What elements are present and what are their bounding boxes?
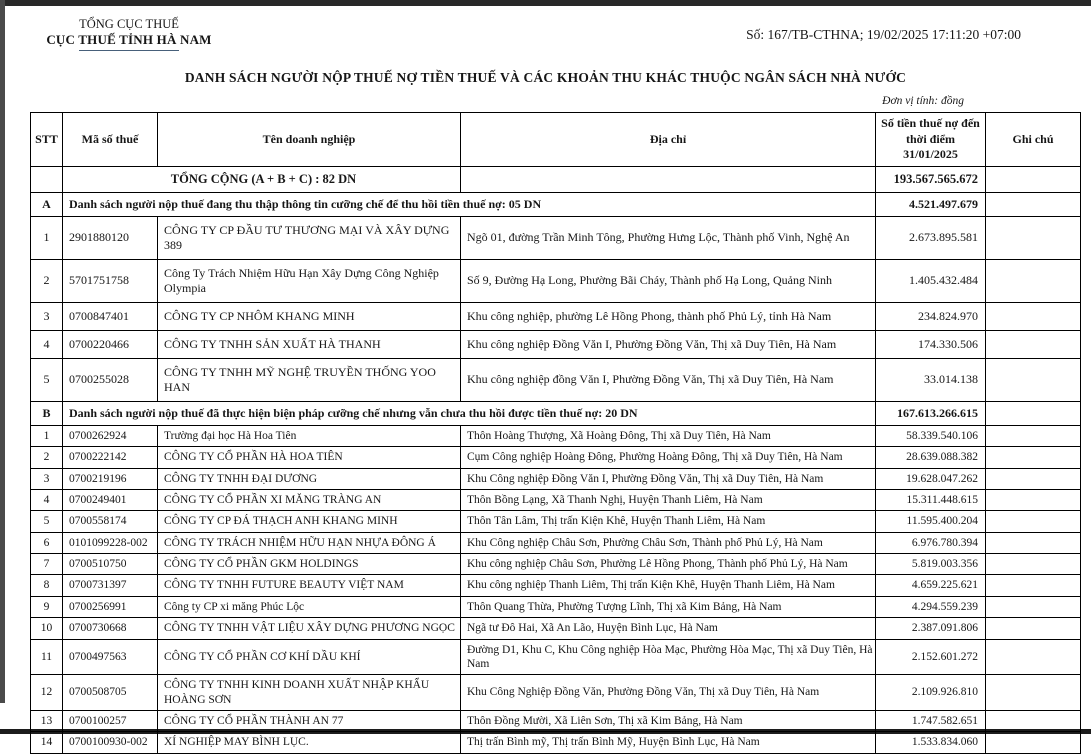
row-address: Khu công nghiệp Đồng Văn I, Phường Đồng Văn, Thị xã Duy Tiên, Hà Nam — [461, 330, 876, 358]
row-company-name: Công Ty Trách Nhiệm Hữu Hạn Xây Dựng Công Nghiệp Olympia — [158, 259, 461, 302]
row-amount: 5.819.003.356 — [876, 554, 986, 575]
row-note — [986, 358, 1081, 401]
table-row — [31, 596, 1081, 617]
row-tax-code: 0700262924 — [63, 425, 158, 446]
row-tax-code: 0700220466 — [63, 330, 158, 358]
row-company-name: CÔNG TY TNHH KINH DOANH XUẤT NHẬP KHẨU HOÀNG SƠN — [158, 675, 461, 711]
row-stt: 3 — [31, 468, 63, 489]
row-stt: 4 — [31, 330, 63, 358]
row-tax-code: 0700508705 — [63, 675, 158, 711]
tax-debt-table — [30, 112, 1081, 754]
issuing-agency-block — [34, 16, 224, 51]
row-amount: 58.339.540.106 — [876, 425, 986, 446]
table-row — [31, 489, 1081, 510]
table-header — [31, 113, 1081, 167]
row-note — [986, 489, 1081, 510]
row-stt: 5 — [31, 358, 63, 401]
table-row — [31, 532, 1081, 553]
row-stt: 3 — [31, 302, 63, 330]
row-stt: 2 — [31, 447, 63, 468]
row-tax-code: 5701751758 — [63, 259, 158, 302]
header-debt-amount: Số tiền thuế nợ đến thời điểm 31/01/2025 — [876, 113, 986, 167]
row-address: Khu công nghiệp, phường Lê Hồng Phong, thành phố Phủ Lý, tỉnh Hà Nam — [461, 302, 876, 330]
row-stt: 12 — [31, 675, 63, 711]
row-amount: 1.405.432.484 — [876, 259, 986, 302]
row-note — [986, 511, 1081, 532]
section-note-cell — [986, 401, 1081, 425]
table-row — [31, 468, 1081, 489]
row-tax-code: 0700847401 — [63, 302, 158, 330]
table-row — [31, 259, 1081, 302]
table-row — [31, 358, 1081, 401]
row-company-name: CÔNG TY TNHH SẢN XUẤT HÀ THANH — [158, 330, 461, 358]
header-stt: STT — [31, 113, 63, 167]
row-amount: 15.311.448.615 — [876, 489, 986, 510]
row-amount: 2.152.601.272 — [876, 639, 986, 675]
table-row — [31, 711, 1081, 732]
row-tax-code: 2901880120 — [63, 216, 158, 259]
row-company-name: CÔNG TY TNHH FUTURE BEAUTY VIỆT NAM — [158, 575, 461, 596]
row-note — [986, 554, 1081, 575]
row-note — [986, 447, 1081, 468]
row-amount: 6.976.780.394 — [876, 532, 986, 553]
row-amount: 4.659.225.621 — [876, 575, 986, 596]
section-amount: 4.521.497.679 — [876, 192, 986, 216]
row-company-name: CÔNG TY TNHH MỸ NGHỆ TRUYỀN THỐNG YOO HAN — [158, 358, 461, 401]
section-label: Danh sách người nộp thuế đã thực hiện biện pháp cưỡng chế nhưng vẫn chưa thu hồi được tiền thuế nợ: 20 DN — [63, 401, 876, 425]
row-note — [986, 596, 1081, 617]
row-amount: 2.109.926.810 — [876, 675, 986, 711]
row-company-name: Công ty CP xi măng Phúc Lộc — [158, 596, 461, 617]
header-row — [31, 113, 1081, 167]
row-address: Thôn Đồng Mười, Xã Liên Sơn, Thị xã Kim Bảng, Hà Nam — [461, 711, 876, 732]
row-amount: 1.747.582.651 — [876, 711, 986, 732]
row-amount: 2.673.895.581 — [876, 216, 986, 259]
total-note-cell — [986, 166, 1081, 192]
row-tax-code: 0700219196 — [63, 468, 158, 489]
section-row-A — [31, 192, 1081, 216]
grand-total-row — [31, 166, 1081, 192]
row-tax-code: 0700730668 — [63, 618, 158, 639]
row-stt: 9 — [31, 596, 63, 617]
table-row — [31, 330, 1081, 358]
scan-edge-top — [0, 0, 1091, 6]
row-amount: 33.014.138 — [876, 358, 986, 401]
table-row — [31, 216, 1081, 259]
row-amount: 234.824.970 — [876, 302, 986, 330]
row-company-name: XÍ NGHIỆP MAY BÌNH LỤC. — [158, 732, 461, 753]
row-tax-code: 0700255028 — [63, 358, 158, 401]
table-body — [31, 166, 1081, 753]
row-stt: 5 — [31, 511, 63, 532]
scan-edge-left — [0, 0, 5, 703]
row-note — [986, 639, 1081, 675]
row-tax-code: 0700497563 — [63, 639, 158, 675]
row-tax-code: 0700256991 — [63, 596, 158, 617]
row-address: Số 9, Đường Hạ Long, Phường Bãi Cháy, Thành phố Hạ Long, Quảng Ninh — [461, 259, 876, 302]
row-company-name: CÔNG TY CP NHÔM KHANG MINH — [158, 302, 461, 330]
row-note — [986, 732, 1081, 753]
row-tax-code: 0700100257 — [63, 711, 158, 732]
row-address: Thôn Hoàng Thượng, Xã Hoàng Đông, Thị xã Duy Tiên, Hà Nam — [461, 425, 876, 446]
table-row — [31, 675, 1081, 711]
agency-name: CỤC THUẾ TỈNH HÀ NAM — [46, 32, 212, 48]
row-company-name: CÔNG TY CỔ PHẦN HÀ HOA TIÊN — [158, 447, 461, 468]
row-address: Đường D1, Khu C, Khu Công nghiệp Hòa Mạc, Phường Hòa Mạc, Thị xã Duy Tiên, Hà Nam — [461, 639, 876, 675]
row-address: Khu công nghiệp đồng Văn I, Phường Đồng Văn, Thị xã Duy Tiên, Hà Nam — [461, 358, 876, 401]
row-stt: 1 — [31, 216, 63, 259]
row-stt: 4 — [31, 489, 63, 510]
agency-parent-name: TỔNG CỤC THUẾ — [79, 17, 179, 31]
row-address: Khu công nghiệp Thanh Liêm, Thị trấn Kiện Khê, Huyện Thanh Liêm, Hà Nam — [461, 575, 876, 596]
row-company-name: CÔNG TY CỔ PHẦN XI MĂNG TRÀNG AN — [158, 489, 461, 510]
table-row — [31, 554, 1081, 575]
row-company-name: CÔNG TY CỔ PHẦN GKM HOLDINGS — [158, 554, 461, 575]
row-stt: 13 — [31, 711, 63, 732]
document-title: DANH SÁCH NGƯỜI NỘP THUẾ NỢ TIỀN THUẾ VÀ CÁC KHOẢN THU KHÁC THUỘC NGÂN SÁCH NHÀ NƯỚC — [184, 70, 907, 85]
total-stt-cell — [31, 166, 63, 192]
row-amount: 11.595.400.204 — [876, 511, 986, 532]
row-company-name: CÔNG TY CP ĐÁ THẠCH ANH KHANG MINH — [158, 511, 461, 532]
row-tax-code: 0101099228-002 — [63, 532, 158, 553]
row-note — [986, 468, 1081, 489]
row-address: Khu Công Nghiệp Đồng Văn, Phường Đồng Văn, Thị xã Duy Tiên, Hà Nam — [461, 675, 876, 711]
row-tax-code: 0700249401 — [63, 489, 158, 510]
row-address: Thị trấn Bình mỹ, Thị trấn Bình Mỹ, Huyện Bình Lục, Hà Nam — [461, 732, 876, 753]
row-address: Thôn Bồng Lạng, Xã Thanh Nghị, Huyện Thanh Liêm, Hà Nam — [461, 489, 876, 510]
row-address: Khu Công nghiệp Châu Sơn, Phường Châu Sơn, Thành phố Phủ Lý, Hà Nam — [461, 532, 876, 553]
table-row — [31, 302, 1081, 330]
row-note — [986, 259, 1081, 302]
row-company-name: CÔNG TY CỔ PHẦN CƠ KHÍ DẦU KHÍ — [158, 639, 461, 675]
row-stt: 7 — [31, 554, 63, 575]
row-note — [986, 330, 1081, 358]
row-address: Khu công nghiệp Châu Sơn, Phường Lê Hồng Phong, Thành phố Phủ Lý, Hà Nam — [461, 554, 876, 575]
grand-total-amount: 193.567.565.672 — [876, 166, 986, 192]
table-row — [31, 618, 1081, 639]
section-row-B — [31, 401, 1081, 425]
table-row — [31, 639, 1081, 675]
row-stt: 8 — [31, 575, 63, 596]
section-amount: 167.613.266.615 — [876, 401, 986, 425]
row-address: Ngã tư Đô Hai, Xã An Lão, Huyện Bình Lục, Hà Nam — [461, 618, 876, 639]
document-number: Số: 167/TB-CTHNA; 19/02/2025 17:11:20 +07:00 — [746, 27, 1021, 42]
row-address: Khu Công nghiệp Đồng Văn I, Phường Đồng Văn, Thị xã Duy Tiên, Hà Nam — [461, 468, 876, 489]
row-company-name: CÔNG TY TNHH ĐẠI DƯƠNG — [158, 468, 461, 489]
row-stt: 6 — [31, 532, 63, 553]
row-stt: 14 — [31, 732, 63, 753]
row-address: Thôn Tân Lâm, Thị trấn Kiện Khê, Huyện Thanh Liêm, Hà Nam — [461, 511, 876, 532]
agency-underline — [79, 49, 179, 51]
row-address: Ngõ 01, đường Trần Minh Tông, Phường Hưng Lộc, Thành phố Vinh, Nghệ An — [461, 216, 876, 259]
row-note — [986, 302, 1081, 330]
row-amount: 19.628.047.262 — [876, 468, 986, 489]
row-amount: 174.330.506 — [876, 330, 986, 358]
row-tax-code: 0700558174 — [63, 511, 158, 532]
row-note — [986, 575, 1081, 596]
row-note — [986, 532, 1081, 553]
table-row — [31, 511, 1081, 532]
unit-note: Đơn vị tính: đồng — [882, 95, 964, 107]
row-note — [986, 711, 1081, 732]
section-label: Danh sách người nộp thuế đang thu thập thông tin cưỡng chế để thu hồi tiền thuế nợ: 05 DN — [63, 192, 876, 216]
row-company-name: CÔNG TY TNHH VẬT LIỆU XÂY DỰNG PHƯƠNG NGỌC — [158, 618, 461, 639]
row-tax-code: 0700510750 — [63, 554, 158, 575]
row-stt: 11 — [31, 639, 63, 675]
row-tax-code: 0700100930-002 — [63, 732, 158, 753]
row-amount: 4.294.559.239 — [876, 596, 986, 617]
row-tax-code: 0700222142 — [63, 447, 158, 468]
row-company-name: CÔNG TY CP ĐẦU TƯ THƯƠNG MẠI VÀ XÂY DỰNG 389 — [158, 216, 461, 259]
total-address-cell — [461, 166, 876, 192]
row-amount: 1.533.834.060 — [876, 732, 986, 753]
table-row — [31, 732, 1081, 753]
header-address: Địa chỉ — [461, 113, 876, 167]
table-row — [31, 447, 1081, 468]
row-address: Cụm Công nghiệp Hoàng Đông, Phường Hoàng Đông, Thị xã Duy Tiên, Hà Nam — [461, 447, 876, 468]
row-address: Thôn Quang Thừa, Phường Tượng Lĩnh, Thị xã Kim Bảng, Hà Nam — [461, 596, 876, 617]
row-company-name: CÔNG TY CỔ PHẦN THÀNH AN 77 — [158, 711, 461, 732]
section-id: A — [31, 192, 63, 216]
row-note — [986, 618, 1081, 639]
row-note — [986, 216, 1081, 259]
header-tax-code: Mã số thuế — [63, 113, 158, 167]
header-note: Ghi chú — [986, 113, 1081, 167]
row-amount: 2.387.091.806 — [876, 618, 986, 639]
row-note — [986, 425, 1081, 446]
section-id: B — [31, 401, 63, 425]
row-note — [986, 675, 1081, 711]
row-company-name: CÔNG TY TRÁCH NHIỆM HỮU HẠN NHỰA ĐÔNG Á — [158, 532, 461, 553]
row-stt: 2 — [31, 259, 63, 302]
row-tax-code: 0700731397 — [63, 575, 158, 596]
row-company-name: Trường đại học Hà Hoa Tiên — [158, 425, 461, 446]
row-stt: 1 — [31, 425, 63, 446]
table-row — [31, 575, 1081, 596]
row-stt: 10 — [31, 618, 63, 639]
header-company-name: Tên doanh nghiệp — [158, 113, 461, 167]
table-row — [31, 425, 1081, 446]
row-amount: 28.639.088.382 — [876, 447, 986, 468]
grand-total-label: TỔNG CỘNG (A + B + C) : 82 DN — [63, 166, 461, 192]
section-note-cell — [986, 192, 1081, 216]
